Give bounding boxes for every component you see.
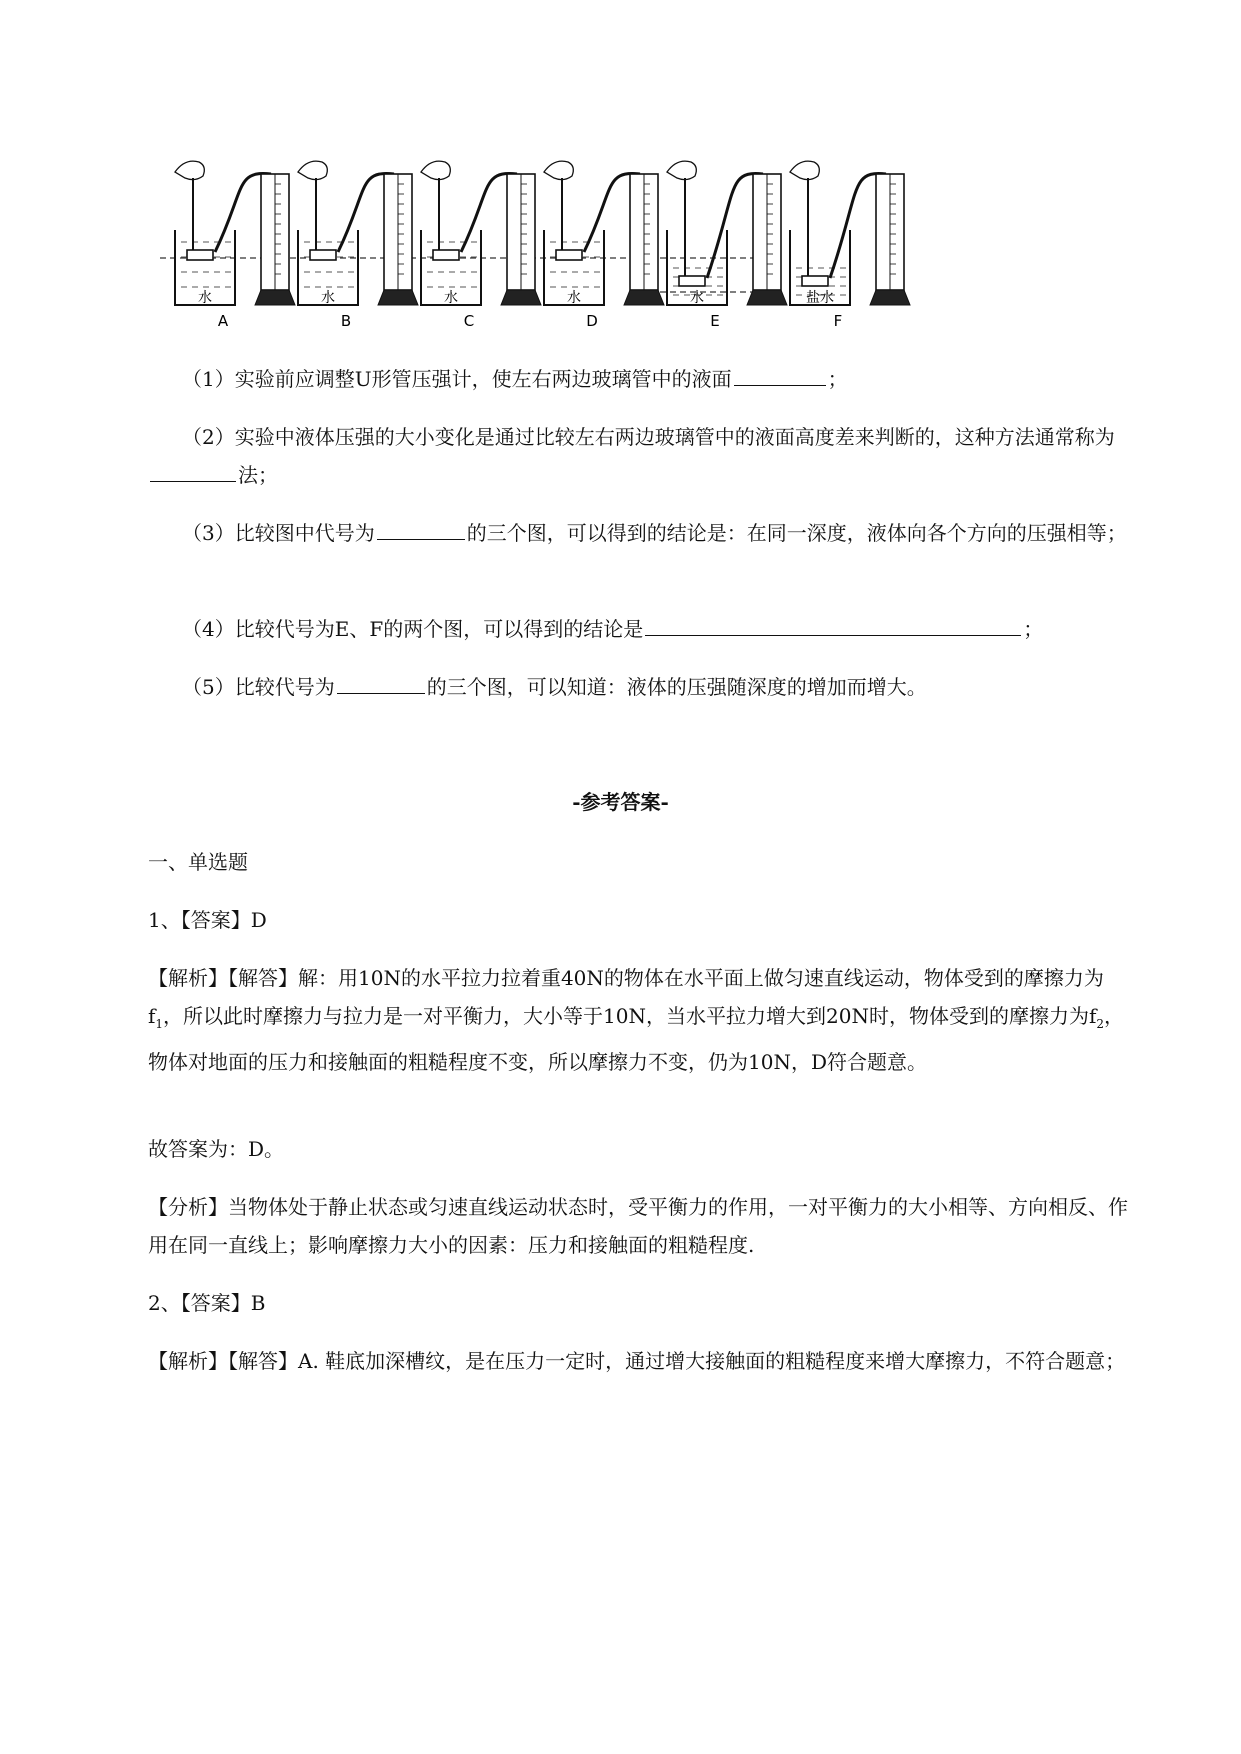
figure-label: D: [586, 312, 598, 330]
hand-icon: [544, 161, 573, 179]
liquid-label: 水: [321, 290, 335, 306]
probe-head: [187, 250, 213, 260]
manometer-base: [255, 290, 295, 305]
answer-1-analysis: 【解析】【解答】解：用10N的水平拉力拉着重40N的物体在水平面上做匀速直线运动，物体受到的摩擦力为$f_1$，所以此时摩擦力与拉力是一对平衡力，大小等于10N，当水平拉力增大到20N时，物体受到的摩擦力为$f_2$，物体对地面的压力和接触面的粗糙程度不变，所以摩擦力不变，仍为10N，D符合题意。: [148, 966, 1124, 1074]
answer-1-fenxi: 【分析】当物体处于静止状态或匀速直线运动状态时，受平衡力的作用，一对平衡力的大小相等、方向相反、作用在同一直线上；影响摩擦力大小的因素：压力和接触面的粗糙程度.: [148, 1195, 1128, 1257]
figure-label: F: [833, 312, 843, 330]
probe-head: [802, 276, 828, 286]
liquid-label: 盐水: [806, 290, 834, 306]
probe-head: [310, 250, 336, 260]
liquid-label: 水: [690, 290, 704, 306]
answer-title: -参考答案-: [572, 790, 669, 814]
question-1: （1）实验前应调整U形管压强计，使左右两边玻璃管中的液面 ；: [148, 360, 1138, 398]
answer-blank-3[interactable]: [377, 517, 465, 540]
hand-icon: [667, 161, 696, 179]
answer-2-analysis: 【解析】【解答】A. 鞋底加深槽纹，是在压力一定时，通过增大接触面的粗糙程度来增大摩擦力，不符合题意；: [148, 1349, 1126, 1373]
question-2: （2）实验中液体压强的大小变化是通过比较左右两边玻璃管中的液面高度差来判断的，这种方法通常称为法；: [148, 418, 1138, 494]
manometer-base: [624, 290, 664, 305]
liquid-label: 水: [198, 290, 212, 306]
answer-blank-4[interactable]: [645, 613, 1021, 636]
figure-label: A: [217, 312, 229, 330]
hand-icon: [175, 161, 204, 179]
hand-icon: [298, 161, 327, 179]
answer-blank-2[interactable]: [150, 459, 236, 482]
experiment-figure: [160, 150, 1060, 370]
liquid-label: 水: [444, 290, 458, 306]
section-heading: 一、单选题: [148, 850, 248, 874]
figure-label: E: [710, 312, 720, 330]
answer-blank-1[interactable]: [734, 363, 826, 386]
question-3: （3）比较图中代号为 的三个图，可以得到的结论是：在同一深度，液体向各个方向的压强相等；: [148, 514, 1138, 552]
manometer-base: [501, 290, 541, 305]
question-5: （5）比较代号为 的三个图，可以知道：液体的压强随深度的增加而增大。: [148, 668, 1138, 706]
probe-head: [556, 250, 582, 260]
hand-icon: [421, 161, 450, 179]
probe-head: [679, 276, 705, 286]
answer-1-label: 1、【答案】D: [148, 908, 267, 932]
answer-1-conclusion: 故答案为：D。: [148, 1137, 285, 1161]
probe-head: [433, 250, 459, 260]
figure-label: B: [340, 312, 352, 330]
liquid-label: 水: [567, 290, 581, 306]
manometer-base: [747, 290, 787, 305]
manometer-base: [378, 290, 418, 305]
question-4: （4）比较代号为E、F的两个图，可以得到的结论是 ；: [148, 610, 1138, 648]
answer-2-label: 2、【答案】B: [148, 1291, 266, 1315]
figure-label: C: [463, 312, 475, 330]
answer-blank-5[interactable]: [337, 671, 425, 694]
hand-icon: [790, 161, 819, 179]
manometer-base: [870, 290, 910, 305]
